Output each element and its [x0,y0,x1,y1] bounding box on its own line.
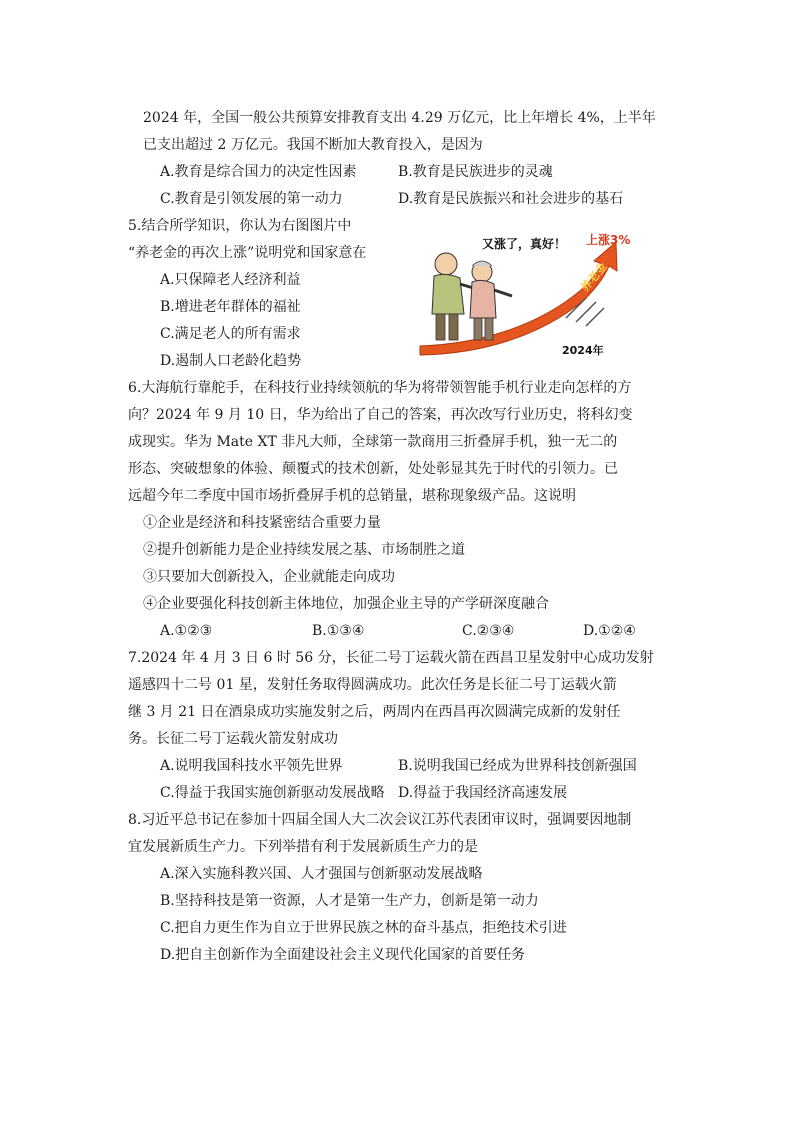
q7-stem-line2: 遥感四十二号 01 星，发射任务取得圆满成功。此次任务是长征二号丁运载火箭 [128,677,617,693]
q5-stem-line1: 5.结合所学知识，你认为右图图片中 [128,218,352,234]
q6-statement-1: ①企业是经济和科技紧密结合重要力量 [143,515,381,531]
q8-option-d: D.把自主创新作为全面建设社会主义现代化国家的首要任务 [160,947,526,963]
q8-stem-line2: 宜发展新质生产力。下列举措有利于发展新质生产力的是 [128,839,478,855]
q7-option-b: B.说明我国已经成为世界科技创新强国 [398,758,637,774]
q6-stem-line3: 成现实。华为 Mate XT 非凡大师，全球第一款商用三折叠屏手机，独一无二的 [128,434,618,450]
q5-option-c: C.满足老人的所有需求 [160,326,301,342]
q6-stem-line1: 6.大海航行靠舵手，在科技行业持续领航的华为将带领智能手机行业走向怎样的方 [128,380,632,396]
q6-option-d: D.①②④ [583,623,636,639]
arrow-label: 养老金 [578,260,610,294]
q4-option-b: B.教育是民族进步的灵魂 [398,164,553,180]
q6-stem-line2: 向？2024 年 9 月 10 日，华为给出了自己的答案，再次改写行业历史，将科幻变 [128,407,633,423]
q5-option-b: B.增进老年群体的福祉 [160,299,301,315]
q4-option-a: A.教育是综合国力的决定性因素 [160,164,357,180]
q7-stem-line4: 务。长征二号丁运载火箭发射成功 [128,731,338,747]
q7-stem-line1: 7.2024 年 4 月 3 日 6 时 56 分，长征二号丁运载火箭在西昌卫星发射中心成功发射 [128,650,654,666]
q6-statement-4: ④企业要强化科技创新主体地位，加强企业主导的产学研深度融合 [143,596,549,612]
q6-stem-line4: 形态、突破想象的体验、颠覆式的技术创新，处处彰显其先于时代的引领力。已 [128,461,618,477]
q4-stem-line2: 已支出超过 2 万亿元。我国不断加大教育投入，是因为 [143,137,483,153]
q7-option-c: C.得益于我国实施创新驱动发展战略 [160,785,385,801]
q6-option-a: A.①②③ [160,623,213,639]
q6-statement-2: ②提升创新能力是企业持续发展之基、市场制胜之道 [143,542,465,558]
q6-statement-3: ③只要加大创新投入，企业就能走向成功 [143,569,395,585]
q4-option-d: D.教育是民族振兴和社会进步的基石 [398,191,624,207]
rise-label: 上涨3% [586,233,631,247]
q8-option-c: C.把自力更生作为自立于世界民族之林的奋斗基点，拒绝技术引进 [160,920,567,936]
q5-stem-line2: “养老金的再次上涨”说明党和国家意在 [128,245,367,261]
q4-option-c: C.教育是引领发展的第一动力 [160,191,343,207]
speech-text: 又涨了，真好！ [482,237,567,251]
q7-stem-line3: 继 3 月 21 日在酒泉成功实施发射之后，两周内在西昌再次圆满完成新的发射任 [128,704,621,720]
q7-option-d: D.得益于我国经济高速发展 [398,785,568,801]
q8-option-a: A.深入实施科教兴国、人才强国与创新驱动发展战略 [160,866,483,882]
q6-stem-line5: 远超今年二季度中国市场折叠屏手机的总销量，堪称现象级产品。这说明 [128,488,576,504]
q6-option-b: B.①③④ [312,623,365,639]
q8-option-b: B.坚持科技是第一资源，人才是第一生产力，创新是第一动力 [160,893,539,909]
q4-stem-line1: 2024 年，全国一般公共预算安排教育支出 4.29 万亿元，比上年增长 4%，上半年 [143,110,656,126]
q6-option-c: C.②③④ [462,623,515,639]
q8-stem-line1: 8.习近平总书记在参加十四届全国人大二次会议江苏代表团审议时，强调要因地制 [128,812,632,828]
pension-illustration [416,228,648,358]
q7-option-a: A.说明我国科技水平领先世界 [160,758,343,774]
year-label: 2024年 [562,344,604,357]
q5-option-a: A.只保障老人经济利益 [160,272,301,288]
q5-option-d: D.遏制人口老龄化趋势 [160,353,302,369]
pension-illustration-svg [416,228,648,358]
